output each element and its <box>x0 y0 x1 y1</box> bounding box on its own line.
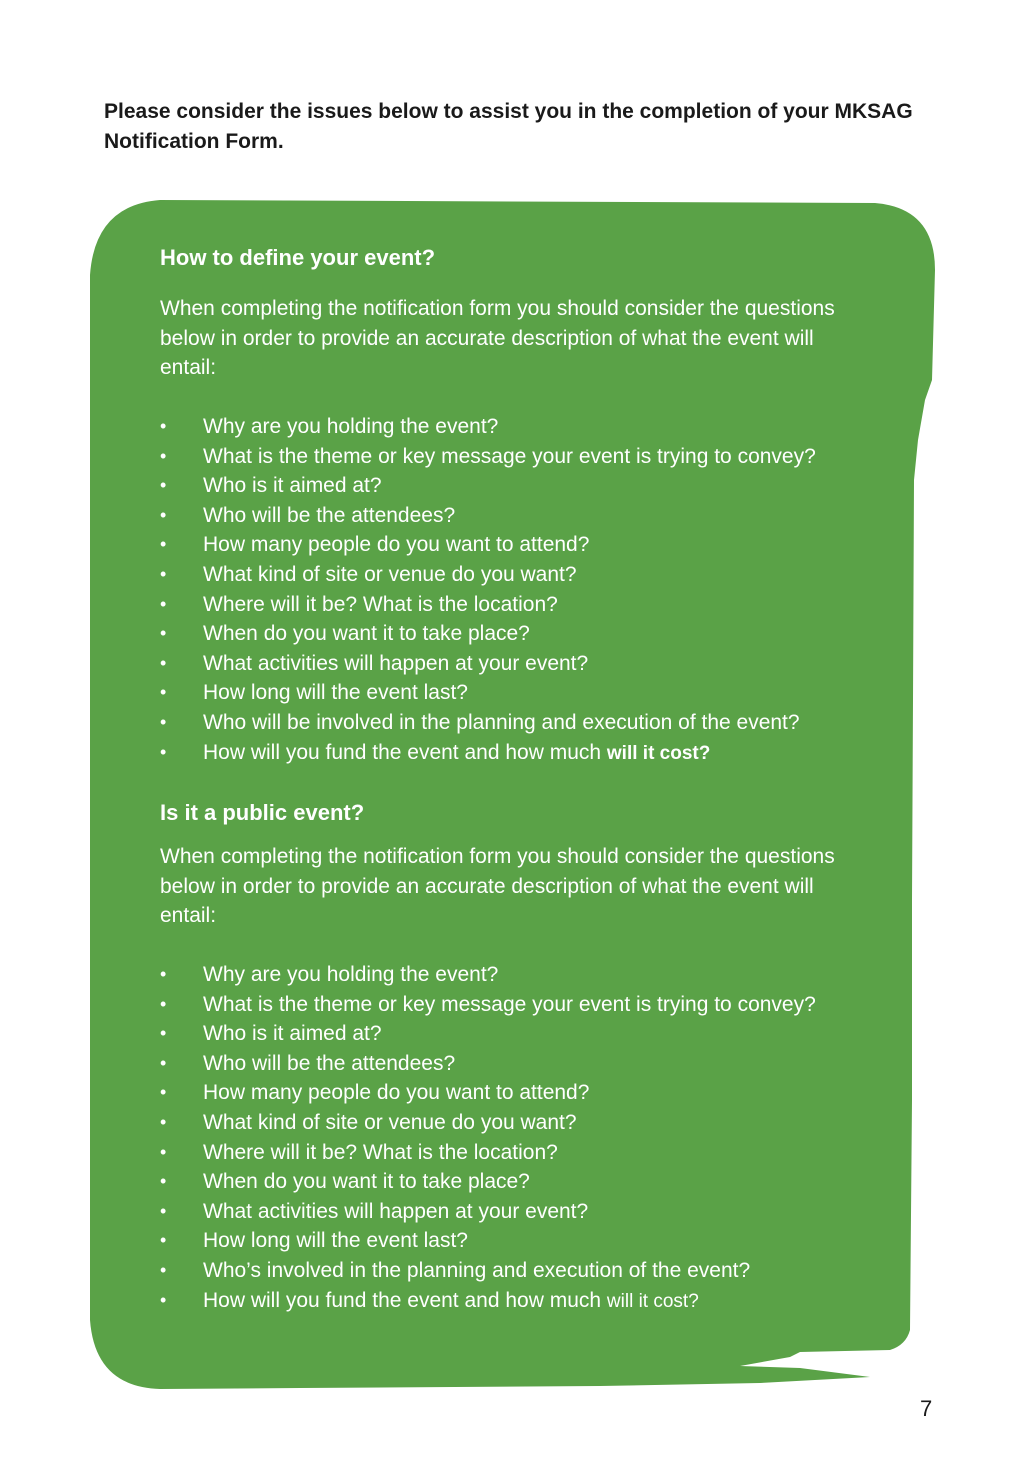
question-text: Why are you holding the event? <box>203 963 499 986</box>
question-text: Who’s involved in the planning and execution of the event? <box>203 1258 751 1282</box>
question-text: How many people do you want to attend? <box>203 533 590 557</box>
bullet-icon: • <box>160 504 167 525</box>
bullet-icon: • <box>160 1052 167 1073</box>
bullet-icon: • <box>160 993 167 1014</box>
bullet-icon: • <box>160 652 167 673</box>
bullet-icon: • <box>160 1171 167 1192</box>
intro-text: Please consider the issues below to assist you in the completion of your MKSAG Notification Form. <box>104 100 913 153</box>
question-text: What kind of site or venue do you want? <box>203 562 577 586</box>
question-text: What kind of site or venue do you want? <box>203 1110 577 1134</box>
question-text: When do you want it to take place? <box>203 622 530 646</box>
bullet-icon: • <box>160 563 167 584</box>
bullet-icon: • <box>160 534 167 555</box>
question-text: Who will be the attendees? <box>203 1051 456 1075</box>
bullet-icon: • <box>160 711 167 732</box>
question-text: How many people do you want to attend? <box>203 1081 590 1105</box>
bullet-icon: • <box>160 1230 167 1251</box>
section-title-define-event: How to define your event? <box>160 245 436 270</box>
bullet-icon: • <box>160 445 167 466</box>
question-text: How long will the event last? <box>203 681 468 705</box>
question-text: Who will be the attendees? <box>203 503 456 527</box>
question-text <box>203 738 710 769</box>
question-text: What is the theme or key message your event is trying to convey? <box>203 444 816 468</box>
page-number: 7 <box>920 1396 933 1421</box>
question-text-emphasis: will it cost? <box>606 742 711 764</box>
section-title-public-event: Is it a public event? <box>160 800 365 825</box>
question-text-emphasis: will it cost? <box>606 1290 699 1312</box>
bullet-icon: • <box>160 1200 167 1221</box>
bullet-icon: • <box>160 416 167 436</box>
section-intro-define-event: When completing the notification form you should consider the questions below in order to provide an accurate description of what the event will entail: <box>160 297 835 380</box>
question-text: Why are you holding the event? <box>203 415 499 438</box>
question-text: Who is it aimed at? <box>203 474 382 498</box>
question-text: Where will it be? What is the location? <box>203 592 558 616</box>
bullet-icon: • <box>160 741 167 762</box>
question-text: What activities will happen at your event? <box>203 1199 589 1223</box>
question-text: Who will be involved in the planning and execution of the event? <box>203 710 800 734</box>
question-text: How long will the event last? <box>203 1229 468 1253</box>
bullet-icon: • <box>160 623 167 644</box>
section-intro-public-event: When completing the notification form you should consider the questions below in order to provide an accurate description of what the event will entail: <box>160 845 835 928</box>
question-text-main: How will you fund the event and how much <box>203 740 607 764</box>
bullet-icon: • <box>160 682 167 703</box>
bullet-icon: • <box>160 475 167 496</box>
question-text: When do you want it to take place? <box>203 1170 530 1194</box>
bullet-icon: • <box>160 1111 167 1132</box>
question-text: What activities will happen at your event? <box>203 651 589 675</box>
bullet-icon: • <box>160 1141 167 1162</box>
bullet-icon: • <box>160 1023 167 1044</box>
bullet-icon: • <box>160 1289 167 1310</box>
bullet-icon: • <box>160 1082 167 1103</box>
question-text: Where will it be? What is the location? <box>203 1140 558 1164</box>
question-text-main: How will you fund the event and how much <box>203 1288 607 1312</box>
bullet-icon: • <box>160 964 167 984</box>
bullet-icon: • <box>160 1259 167 1280</box>
question-text: What is the theme or key message your event is trying to convey? <box>203 992 816 1016</box>
question-text <box>203 1286 699 1317</box>
question-text: Who is it aimed at? <box>203 1022 382 1046</box>
bullet-icon: • <box>160 593 167 614</box>
